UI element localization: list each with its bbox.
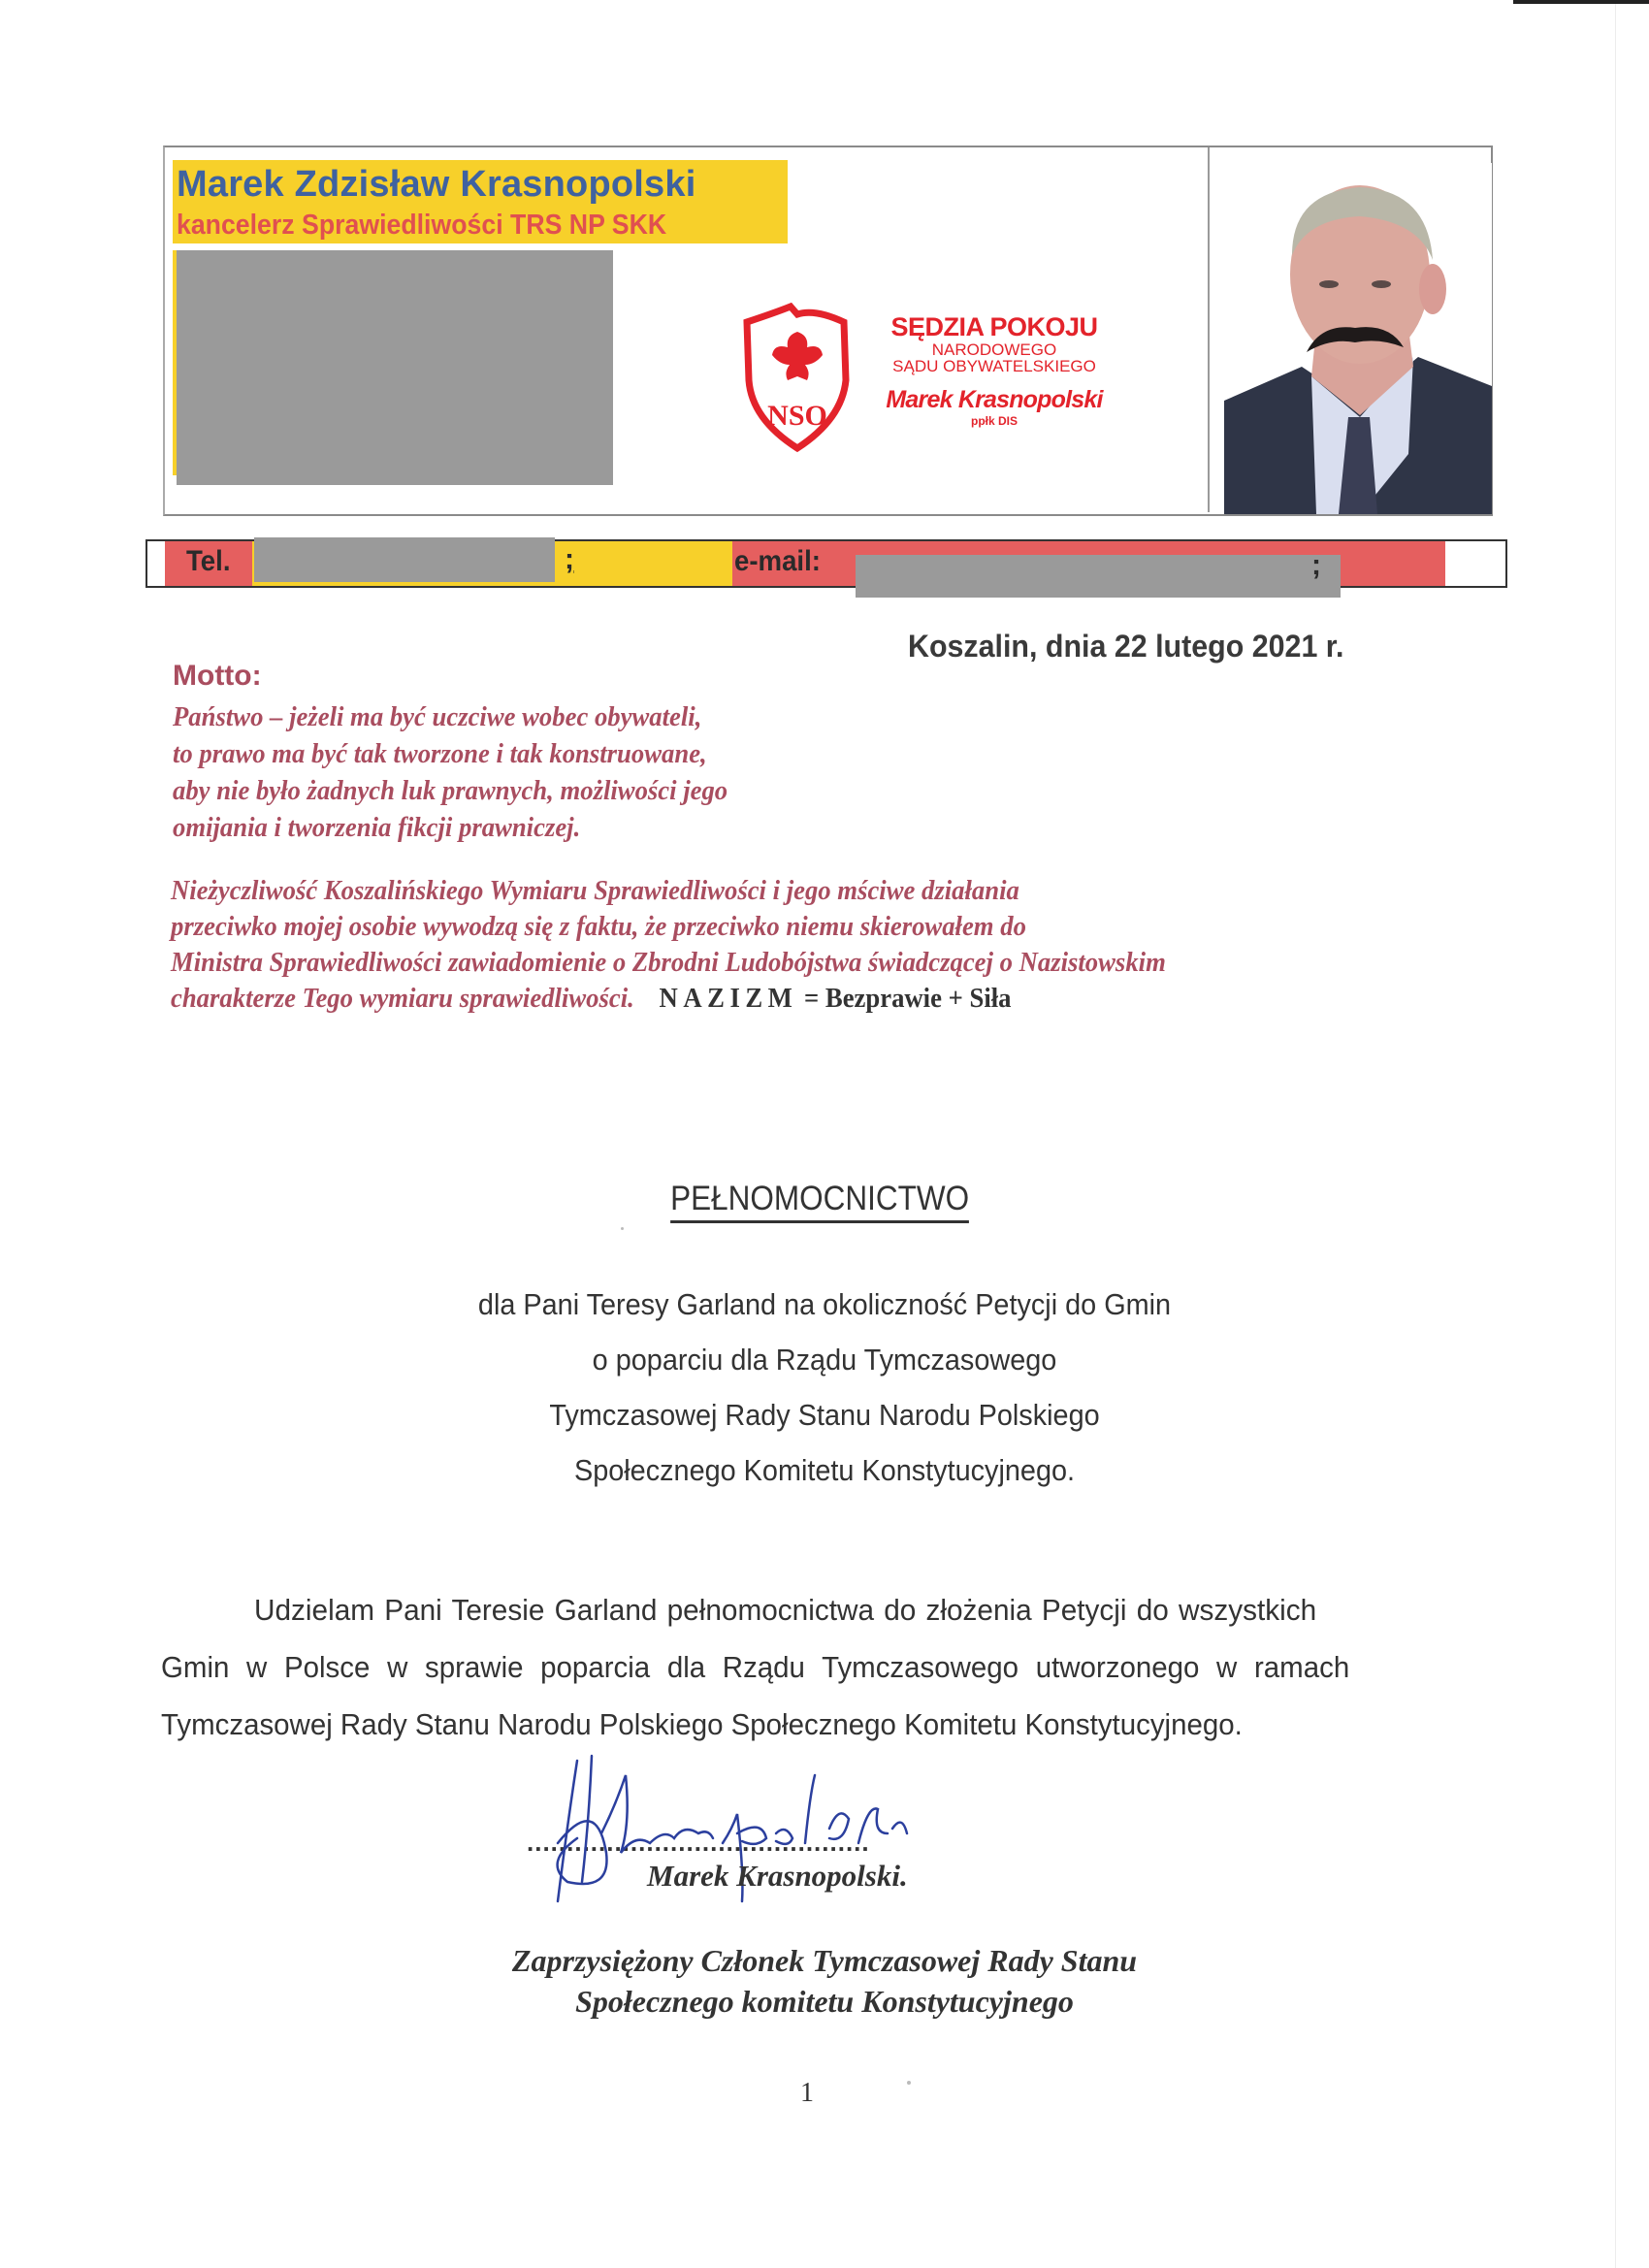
statement-text [171,873,1252,1017]
signature-dotted-line: ........................................... [527,1828,870,1857]
formula-word: NAZIZM [659,983,798,1014]
redacted-phone [254,537,555,582]
statement-line: charakterze Tego wymiaru sprawiedliwości. [171,983,634,1014]
motto-label: Motto: [173,660,262,692]
author-title: kancelerz Sprawiedliwości TRS NP SKK [177,210,667,241]
statement-line: Nieżyczliwość Koszalińskiego Wymiaru Sprawiedliwości i jego mściwe działania [171,875,1019,906]
scan-speck [621,1227,624,1230]
subtitle-line: o poparciu dla Rządu Tymczasowego [592,1343,1057,1377]
scan-edge-right [1615,4,1616,2268]
formula-rest: = Bezprawie + Siła [804,983,1012,1014]
scan-speck [907,2081,911,2085]
subtitle-line: Społecznego Komitetu Konstytucyjnego. [573,1453,1076,1487]
role-line: Zaprzysiężony Członek Tymczasowej Rady Stanu [511,1943,1138,1978]
body-paragraph [161,1581,1461,1753]
statement-line: przeciwko mojej osobie wywodzą się z faktu, że przeciwko niemu skierowałem do [171,911,1026,942]
formula [660,983,1012,1014]
judge-stamp [737,303,1125,458]
body-line: Udzielam Pani Teresie Garland pełnomocnictwa do złożenia Petycji do wszystkich [254,1593,1317,1627]
tel-separator: ; [565,543,574,575]
place-date: Koszalin, dnia 22 lutego 2021 r. [908,629,1344,664]
tel-label: Tel. [186,545,231,577]
role-line: Społecznego komitetu Konstytucyjnego [575,1984,1074,2019]
subtitle-line: Tymczasowej Rady Stanu Narodu Polskiego [549,1398,1100,1432]
signer-name: Marek Krasnopolski. [647,1859,908,1893]
document-title: PEŁNOMOCNICTWO [670,1180,969,1223]
redacted-email [856,555,1341,598]
email-separator: ; [1311,549,1321,581]
motto-text [173,698,776,846]
shield-emblem-icon [737,303,863,458]
contact-bar [146,539,1507,588]
statement-line: Ministra Sprawiedliwości zawiadomienie o Zbrodni Ludobójstwa świadczącej o Nazistowskim [171,947,1166,978]
photo-divider [1208,147,1210,512]
motto-line: Państwo – jeżeli ma być uczciwe wobec obywateli, [173,701,702,732]
stamp-line-2: NARODOWEGO [931,340,1057,359]
stamp-rank: ppłk DIS [970,414,1018,428]
body-line: Tymczasowej Rady Stanu Narodu Polskiego Społecznego Komitetu Konstytucyjnego. [161,1707,1243,1741]
stamp-line-1: SĘDZIA POKOJU [890,312,1098,341]
document-title-wrap [0,1180,1649,1223]
statement-line-last [171,981,1166,1017]
document-subtitle [0,1277,1649,1498]
emblem-letters: NSO [767,400,827,432]
signer-role [0,1940,1649,2022]
motto-line: aby nie było żadnych luk prawnych, możliwości jego [173,775,728,806]
portrait-photo [1224,163,1492,514]
redacted-address [177,250,613,485]
stamp-line-3: SĄDU OBYWATELSKIEGO [892,357,1096,375]
body-line: Gmin w Polsce w sprawie poparcia dla Rządu Tymczasowego utworzonego w ramach [161,1650,1350,1684]
motto-line: omijania i tworzenia fikcji prawniczej. [173,812,581,843]
stamp-signer: Marek Krasnopolski [886,386,1103,413]
scan-edge-top [1513,0,1649,4]
motto-line: to prawo ma być tak tworzone i tak konstruowane, [173,738,707,769]
letterhead-name-block [173,160,788,243]
subtitle-line: dla Pani Teresy Garland na okoliczność Petycji do Gmin [477,1287,1172,1321]
author-name: Marek Zdzisław Krasnopolski [177,164,696,205]
page-number: 1 [800,2078,814,2108]
contact-spacer [567,541,732,586]
email-label: e-mail: [734,545,821,577]
